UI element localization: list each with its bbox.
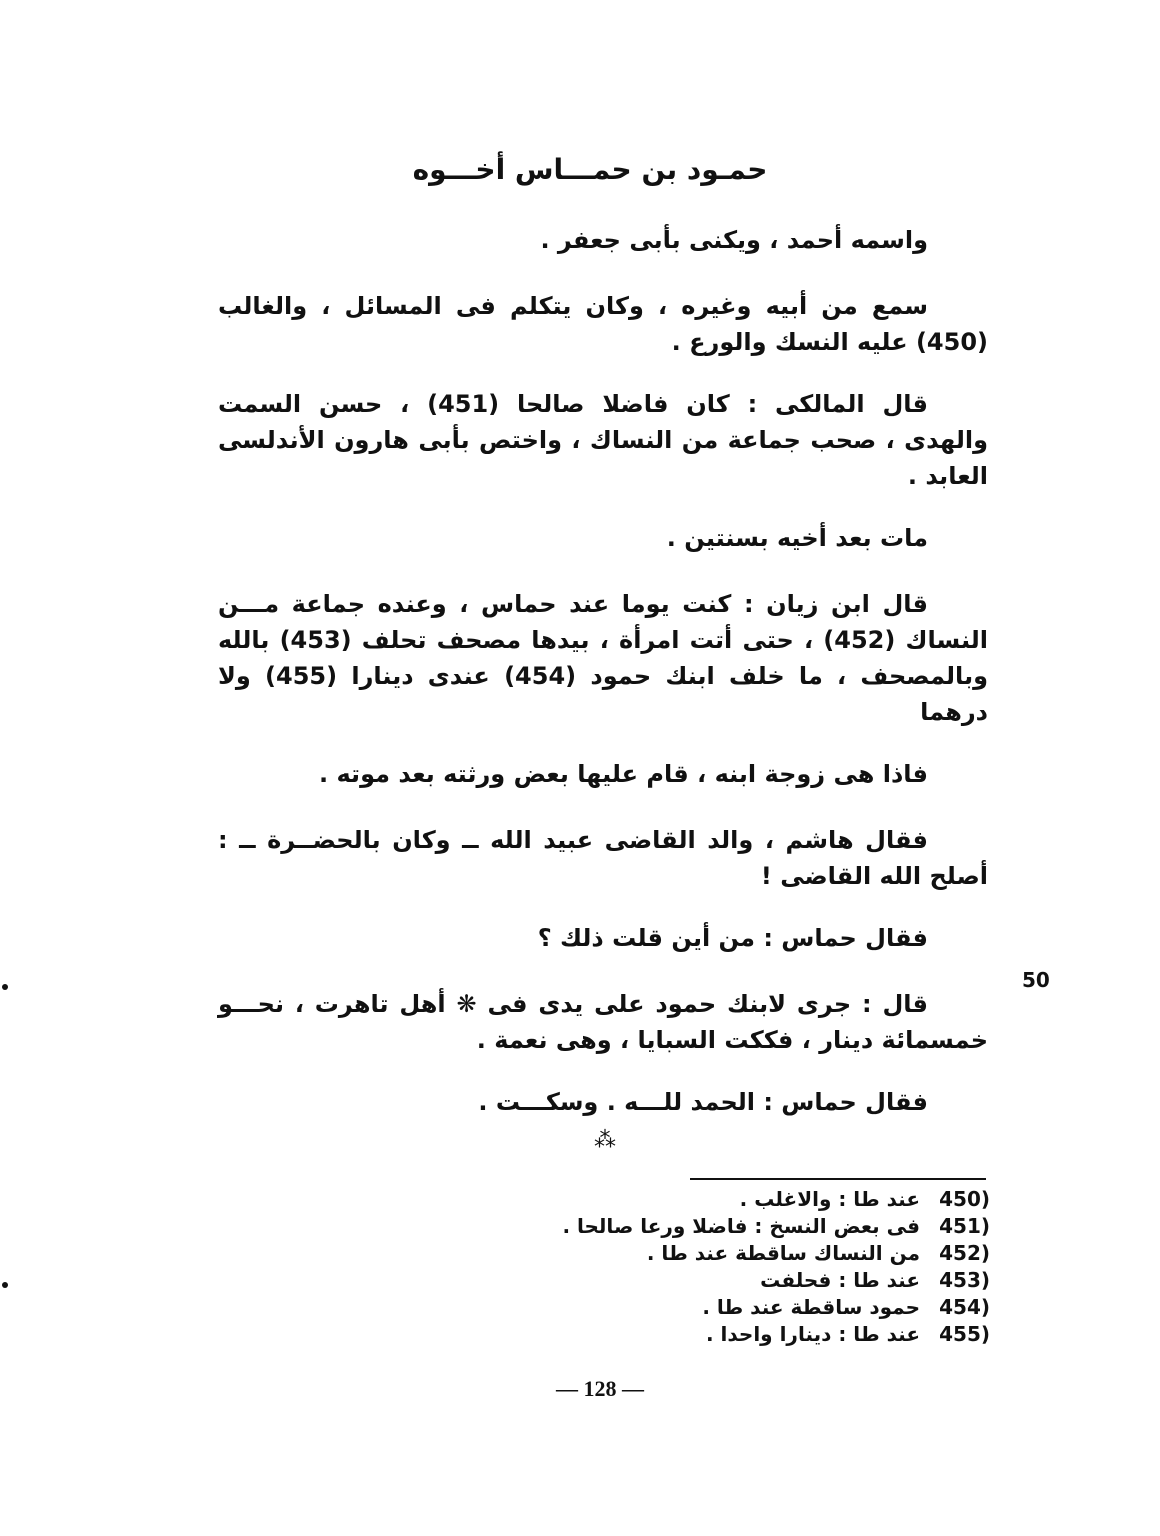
chapter-title: حمـود بن حمـــاس أخـــوه xyxy=(412,153,768,186)
paragraph: مات بعد أخيه بسنتين . xyxy=(666,524,928,552)
footnote-text: فى بعض النسخ : فاضلا ورعا صالحا . xyxy=(562,1214,920,1238)
page-number: — 128 — xyxy=(556,1376,644,1401)
footnote-divider xyxy=(690,1178,986,1180)
footnote-text: من النساك ساقطة عند طا . xyxy=(646,1241,920,1265)
paragraph: قال ابن زيان : كنت يوما عند حماس ، وعنده جماعة مـــن النساك (452) ، حتى أتت امرأة ، بيدها مصحف تحلف (453) بالله وبالمصحف ، ما خلف ابنك حمود (454) عندى دينارا (455) ولا درهما xyxy=(218,590,989,726)
section-ornament: ⁂ xyxy=(594,1128,616,1153)
footnote-number: 450) xyxy=(939,1187,990,1211)
footnotes-list xyxy=(520,1186,990,1348)
footnote-number: 452) xyxy=(939,1241,990,1265)
paragraph: فقال حماس : الحمد للـــه . وسكـــت . xyxy=(478,1088,928,1116)
scan-speck xyxy=(2,1282,8,1288)
main-text xyxy=(218,222,988,1146)
footnote-number: 451) xyxy=(939,1214,990,1238)
footnote-number: 455) xyxy=(939,1322,990,1346)
paragraph: فقال حماس : من أين قلت ذلك ؟ xyxy=(537,924,928,952)
footnote-text: عند طا : فحلفت xyxy=(760,1268,920,1292)
footnote xyxy=(520,1294,990,1321)
footnote-text: حمود ساقطة عند طا . xyxy=(702,1295,920,1319)
footnote xyxy=(520,1186,990,1213)
footnote-text: عند طا : دينارا واحدا . xyxy=(705,1322,920,1346)
footnote-number: 453) xyxy=(939,1268,990,1292)
footnote-text: عند طا : والاغلب . xyxy=(739,1187,920,1211)
paragraph: واسمه أحمد ، ويكنى بأبى جعفر . xyxy=(540,226,928,254)
paragraph: سمع من أبيه وغيره ، وكان يتكلم فى المسائل ، والغالب (450) عليه النسك والورع . xyxy=(218,292,988,356)
footnote xyxy=(520,1240,990,1267)
margin-folio-mark: 50 xyxy=(1022,968,1050,992)
paragraph: فاذا هى زوجة ابنه ، قام عليها بعض ورثته بعد موته . xyxy=(319,760,928,788)
footnote xyxy=(520,1321,990,1348)
footnote xyxy=(520,1267,990,1294)
scan-speck xyxy=(2,984,8,990)
footnote-number: 454) xyxy=(939,1295,990,1319)
paragraph: قال : جرى لابنك حمود على يدى فى ❋ أهل تاهرت ، نحـــو خمسمائة دينار ، فككت السبايا ، وهى نعمة . xyxy=(218,990,988,1054)
footnote xyxy=(520,1213,990,1240)
paragraph: فقال هاشم ، والد القاضى عبيد الله ــ وكان بالحضــرة ــ : أصلح الله القاضى ! xyxy=(218,826,988,890)
paragraph: قال المالكى : كان فاضلا صالحا (451) ، حسن السمت والهدى ، صحب جماعة من النساك ، واختص بأبى هارون الأندلسى العابد . xyxy=(218,390,988,490)
